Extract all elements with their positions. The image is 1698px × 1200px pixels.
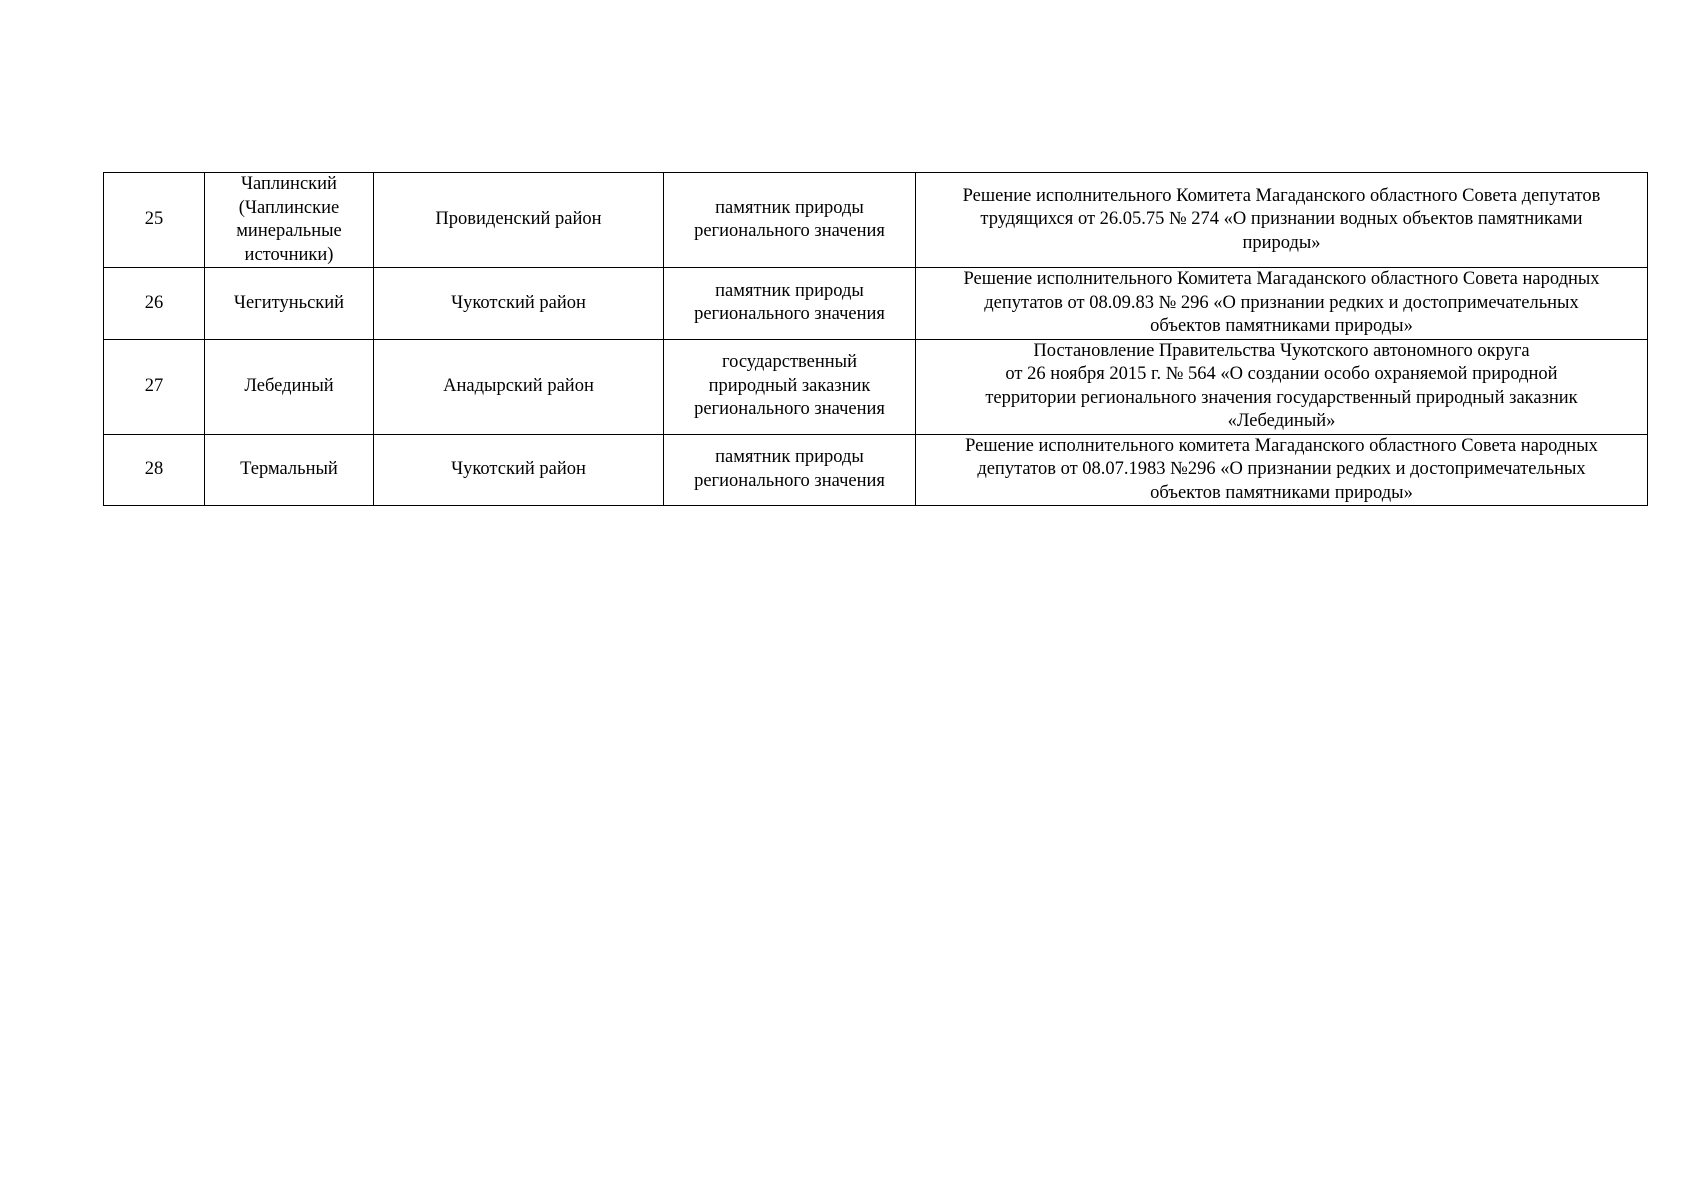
row-number-cell (104, 434, 205, 506)
district-cell (374, 173, 664, 268)
legal-basis-cell (916, 268, 1648, 340)
row-number-cell (104, 268, 205, 340)
district-text: Анадырский район (443, 375, 594, 396)
row-number: 26 (144, 292, 164, 313)
legal-basis-line: депутатов от 08.09.83 № 296 «О признании редких и достопримечательных (984, 292, 1579, 313)
legal-basis-line: Постановление Правительства Чукотского автономного округа (1033, 340, 1530, 361)
area-name-cell (205, 268, 374, 340)
category-cell (664, 434, 916, 506)
category-cell (664, 173, 916, 268)
category-line: памятник природы (715, 197, 864, 218)
table-row (104, 268, 1648, 340)
table-row (104, 173, 1648, 268)
row-number: 27 (144, 375, 164, 396)
area-name-line: (Чаплинские (238, 197, 340, 218)
legal-basis-line: депутатов от 08.07.1983 №296 «О признании редких и достопримечательных (977, 459, 1586, 479)
area-name-line: Чегитуньский (233, 292, 345, 313)
category-line: природный заказник (708, 375, 871, 396)
legal-basis-line: Решение исполнительного Комитета Магаданского областного Совета депутатов (962, 185, 1601, 206)
legal-basis-line: территории регионального значения государственный природный заказник (985, 387, 1578, 408)
area-name-cell (205, 173, 374, 268)
row-number-cell (104, 173, 205, 268)
legal-basis-cell (916, 173, 1648, 268)
district-cell (374, 434, 664, 506)
district-cell (374, 339, 664, 434)
legal-basis-line: природы» (1242, 232, 1321, 253)
legal-basis-line: объектов памятниками природы» (1150, 316, 1413, 336)
legal-basis-line: объектов памятниками природы» (1150, 482, 1413, 503)
category-line: регионального значения (694, 470, 885, 491)
legal-basis-line: от 26 ноября 2015 г. № 564 «О создании особо охраняемой природной (1005, 364, 1558, 384)
area-name-line: Чаплинский (241, 174, 337, 194)
row-number: 25 (144, 209, 164, 230)
legal-basis-line: Решение исполнительного комитета Магаданского областного Совета народных (965, 435, 1598, 456)
protected-areas-table (103, 172, 1648, 506)
district-text: Чукотский район (451, 459, 586, 479)
category-line: памятник природы (715, 447, 864, 468)
area-name-line: минеральные (236, 221, 342, 241)
legal-basis-cell (916, 339, 1648, 434)
legal-basis-line: Решение исполнительного Комитета Магаданского областного Совета народных (963, 269, 1600, 289)
district-text: Чукотский район (451, 292, 586, 313)
district-cell (374, 268, 664, 340)
row-number: 28 (144, 459, 164, 479)
category-line: регионального значения (694, 399, 885, 420)
area-name-cell (205, 434, 374, 506)
district-text: Провиденский район (435, 209, 602, 230)
legal-basis-line: трудящихся от 26.05.75 № 274 «О признании водных объектов памятниками (980, 209, 1583, 230)
category-cell (664, 339, 916, 434)
table-row (104, 339, 1648, 434)
legal-basis-line: «Лебединый» (1227, 411, 1336, 431)
category-line: памятник природы (715, 280, 864, 301)
category-cell (664, 268, 916, 340)
legal-basis-cell (916, 434, 1648, 506)
category-line: регионального значения (694, 221, 885, 241)
area-name-line: Лебединый (244, 375, 334, 396)
category-line: государственный (721, 352, 858, 373)
row-number-cell (104, 339, 205, 434)
table-row (104, 434, 1648, 506)
category-line: регионального значения (694, 304, 885, 325)
area-name-line: источники) (244, 244, 334, 265)
area-name-line: Термальный (240, 459, 338, 479)
area-name-cell (205, 339, 374, 434)
